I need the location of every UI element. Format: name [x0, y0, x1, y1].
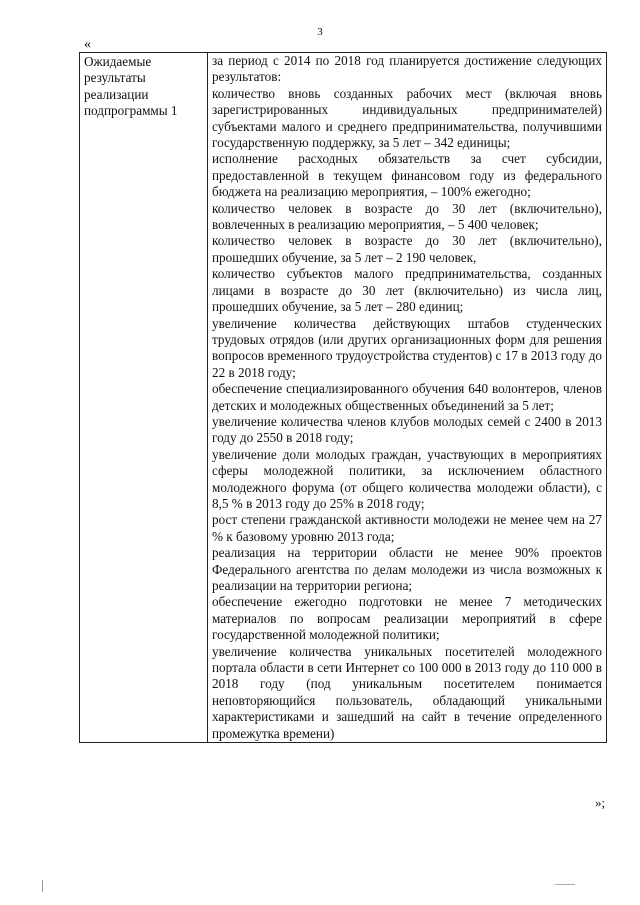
- results-table: [79, 52, 607, 743]
- result-item: количество человек в возрасте до 30 лет (включительно), вовлеченных в реализацию мероприятия, – 5 400 человек;: [212, 200, 602, 233]
- result-item: увеличение количества членов клубов молодых семей с 2400 в 2013 году до 2550 в 2018 году;: [212, 413, 602, 446]
- label-cell: [80, 53, 208, 743]
- closing-quote-mark: »;: [595, 795, 606, 810]
- page-number: 3: [317, 26, 323, 38]
- table-row: [80, 53, 607, 743]
- result-item: обеспечение ежегодно подготовки не менее 7 методических материалов по вопросам реализации мероприятий в сфере государственной молодежной политики;: [212, 594, 602, 643]
- result-item: реализация на территории области не менее 90% проектов Федерального агентства по делам молодежи из числа возможных к реализации на территории региона;: [212, 545, 602, 593]
- result-item: увеличение количества уникальных посетителей молодежного портала области в сети Интернет со 100 000 в 2013 году до 110 000 в 2018 году (под уникальным посетителем понимается неповторяющийся пользователь, обладающий уникальными характеристиками и зашедший на сайт в течение определенного промежутка времени): [212, 643, 602, 741]
- content-cell: [208, 53, 607, 743]
- result-item: количество человек в возрасте до 30 лет (включительно), прошедших обучение, за 5 лет – 2 190 человек,: [212, 233, 602, 265]
- result-item: исполнение расходных обязательств за счет субсидии, предоставленной в текущем финансовом году из федерального бюджета на реализацию мероприятия, – 100% ежегодно;: [212, 151, 602, 200]
- scan-mark: [42, 880, 43, 892]
- intro-text: за период с 2014 по 2018 год планируется достижение следующих результатов:: [212, 53, 602, 85]
- scan-mark: [555, 884, 575, 885]
- row-label: Ожидаемые результаты реализации подпрограммы 1: [84, 54, 178, 119]
- result-item: увеличение количества действующих штабов студенческих трудовых отрядов (или других организационных форм для решения вопросов временного трудоустройства студентов) с 17 в 2013 году до 22 в 2018 году;: [212, 315, 602, 380]
- result-item: увеличение доли молодых граждан, участвующих в мероприятиях сферы молодежной политики, за исключением областного молодежного форума (от общего количества молодежи области), с 8,5 % в 2013 году до 25% в 2018 году;: [212, 446, 602, 511]
- result-item: обеспечение специализированного обучения 640 волонтеров, членов детских и молодежных общественных объединений за 5 лет;: [212, 381, 602, 413]
- result-item: количество вновь созданных рабочих мест (включая вновь зарегистрированных индивидуальных предпринимателей) субъектами малого и среднего предпринимательства, получившими государственную поддержку, за 5 лет – 342 единицы;: [212, 85, 602, 151]
- result-item: количество субъектов малого предпринимательства, созданных лицами в возрасте до 30 лет (включительно) из числа лиц, прошедших обучение, за 5 лет – 280 единиц;: [212, 266, 602, 315]
- opening-quote-mark: «: [84, 37, 91, 52]
- result-item: рост степени гражданской активности молодежи не менее чем на 27 % к базовому уровню 2013 года;: [212, 512, 602, 544]
